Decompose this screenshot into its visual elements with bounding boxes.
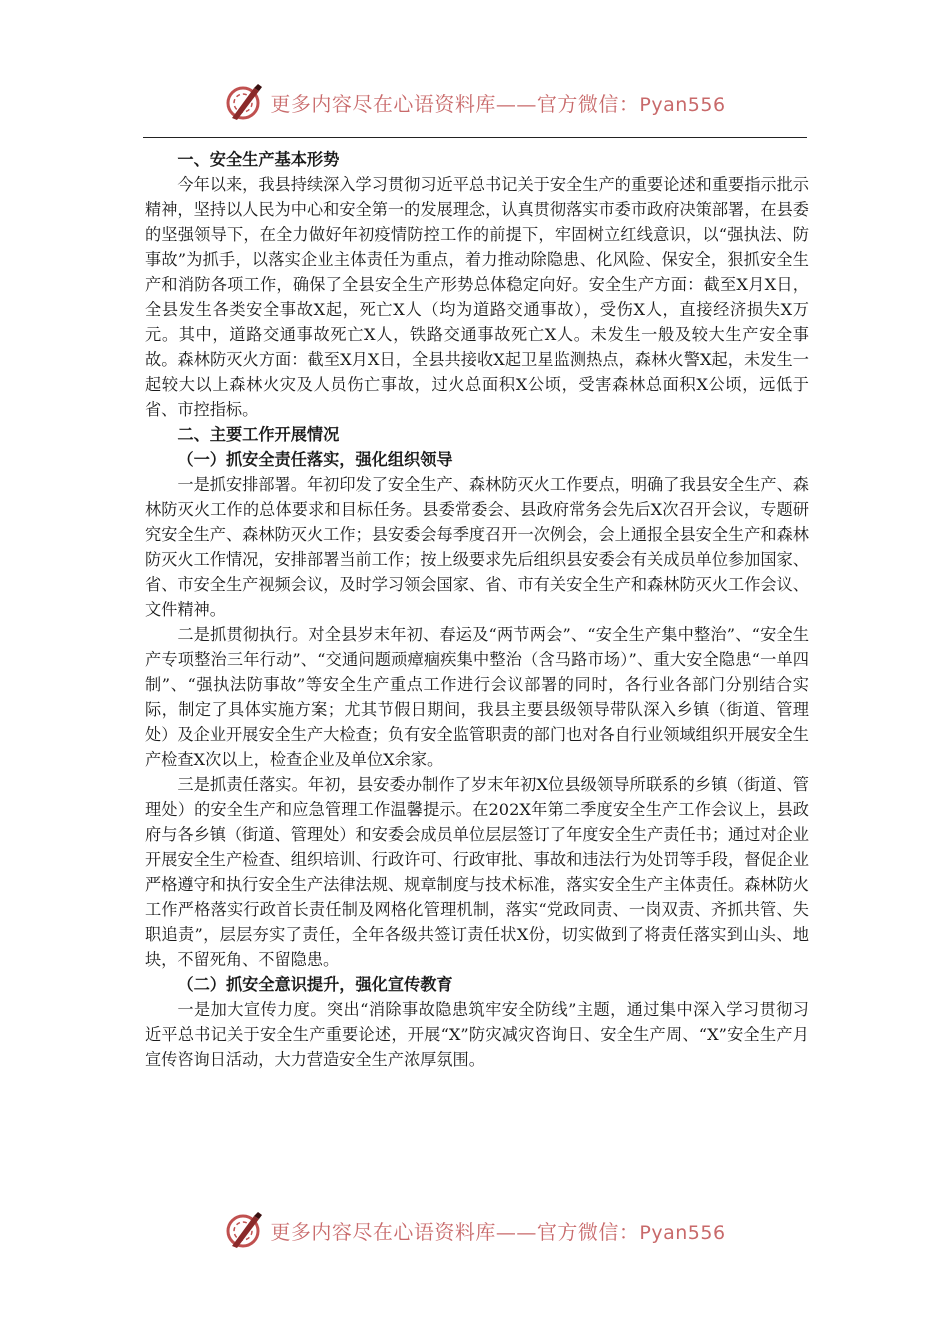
section-1-paragraph-1: 今年以来，我县持续深入学习贯彻习近平总书记关于安全生产的重要论述和重要指示批示精神，坚持以人民为中心和安全第一的发展理念，认真贯彻落实市委市政府决策部署，在县委的坚强领导下，在全力做好年初疫情防控工作的前提下，牢固树立红线意识，以“强执法、防事故”为抓手，以落实企业主体责任为重点，着力推动除隐患、化风险、保安全，狠抓安全生产和消防各项工作，确保了全县安全生产形势总体稳定向好。安全生产方面：截至X月X日，全县发生各类安全事故X起，死亡X人（均为道路交通事故），受伤X人，直接经济损失X万元。其中，道路交通事故死亡X人，铁路交通事故死亡X人。未发生一般及较大生产安全事故。森林防灭火方面：截至X月X日，全县共接收X起卫星监测热点，森林火警X起，未发生一起较大以上森林火灾及人员伤亡事故，过火总面积X公顷，受害森林总面积X公顷，远低于省、市控指标。 <box>145 175 809 419</box>
section-2-1-title: （一）抓安全责任落实，强化组织领导 <box>177 450 453 469</box>
header-rule <box>143 137 807 138</box>
banner-text <box>270 88 725 117</box>
section-1-title: 一、安全生产基本形势 <box>177 150 340 169</box>
section-2-1-paragraph-3: 三是抓责任落实。年初，县安委办制作了岁末年初X位县级领导所联系的乡镇（街道、管理处）的安全生产和应急管理工作温馨提示。在202X年第二季度安全生产工作会议上，县政府与各乡镇（街道、管理处）和安委会成员单位层层签订了年度安全生产责任书；通过对企业开展安全生产检查、组织培训、行政许可、行政审批、事故和违法行为处罚等手段，督促企业严格遵守和执行安全生产法律法规、规章制度与技术标准，落实安全生产主体责任。森林防火工作严格落实行政首长责任制及网格化管理机制，落实“党政同责、一岗双责、齐抓共管、失职追责”，层层夯实了责任，全年各级共签订责任状X份，切实做到了将责任落实到山头、地块，不留死角、不留隐患。 <box>145 775 809 969</box>
pen-logo-icon <box>224 82 264 122</box>
footer-banner-inner <box>224 1210 725 1250</box>
footer-banner-text <box>270 1216 725 1245</box>
section-2-2-title: （二）抓安全意识提升，强化宣传教育 <box>177 975 453 994</box>
banner-inner <box>224 82 725 122</box>
footer-banner-slogan: 更多内容尽在心语资料库——官方微信： <box>270 1219 640 1244</box>
header-banner <box>0 80 950 124</box>
banner-wechat-id: Pyan556 <box>639 93 726 116</box>
section-2-title: 二、主要工作开展情况 <box>177 425 340 444</box>
section-2-1-paragraph-2: 二是抓贯彻执行。对全县岁末年初、春运及“两节两会”、“安全生产集中整治”、“安全生产专项整治三年行动”、“交通问题顽瘴痼疾集中整治（含马路市场）”、重大安全隐患“一单四制”、“强执法防事故”等安全生产重点工作进行会议部署的同时，各行业各部门分别结合实际，制定了具体实施方案；尤其节假日期间，我县主要县级领导带队深入乡镇（街道、管理处）及企业开展安全生产大检查；负有安全监管职责的部门也对各自行业领域组织开展安全生产检查X次以上，检查企业及单位X余家。 <box>145 625 809 769</box>
section-2-1-paragraph-1: 一是抓安排部署。年初印发了安全生产、森林防灭火工作要点，明确了我县安全生产、森林防灭火工作的总体要求和目标任务。县委常委会、县政府常务会先后X次召开会议，专题研究安全生产、森林防灭火工作；县安委会每季度召开一次例会，会上通报全县安全生产和森林防灭火工作情况，安排部署当前工作；按上级要求先后组织县安委会有关成员单位参加国家、省、市安全生产视频会议，及时学习领会国家、省、市有关安全生产和森林防灭火工作会议、文件精神。 <box>145 475 809 619</box>
section-2-2-paragraph-1: 一是加大宣传力度。突出“消除事故隐患筑牢安全防线”主题，通过集中深入学习贯彻习近平总书记关于安全生产重要论述，开展“X”防灾减灾咨询日、安全生产周、“X”安全生产月宣传咨询日活动，大力营造安全生产浓厚氛围。 <box>145 1000 809 1069</box>
footer-banner <box>0 1208 950 1252</box>
footer-banner-wechat-id: Pyan556 <box>639 1221 726 1244</box>
banner-slogan: 更多内容尽在心语资料库——官方微信： <box>270 91 640 116</box>
document-body <box>145 147 809 1072</box>
pen-logo-icon <box>224 1210 264 1250</box>
